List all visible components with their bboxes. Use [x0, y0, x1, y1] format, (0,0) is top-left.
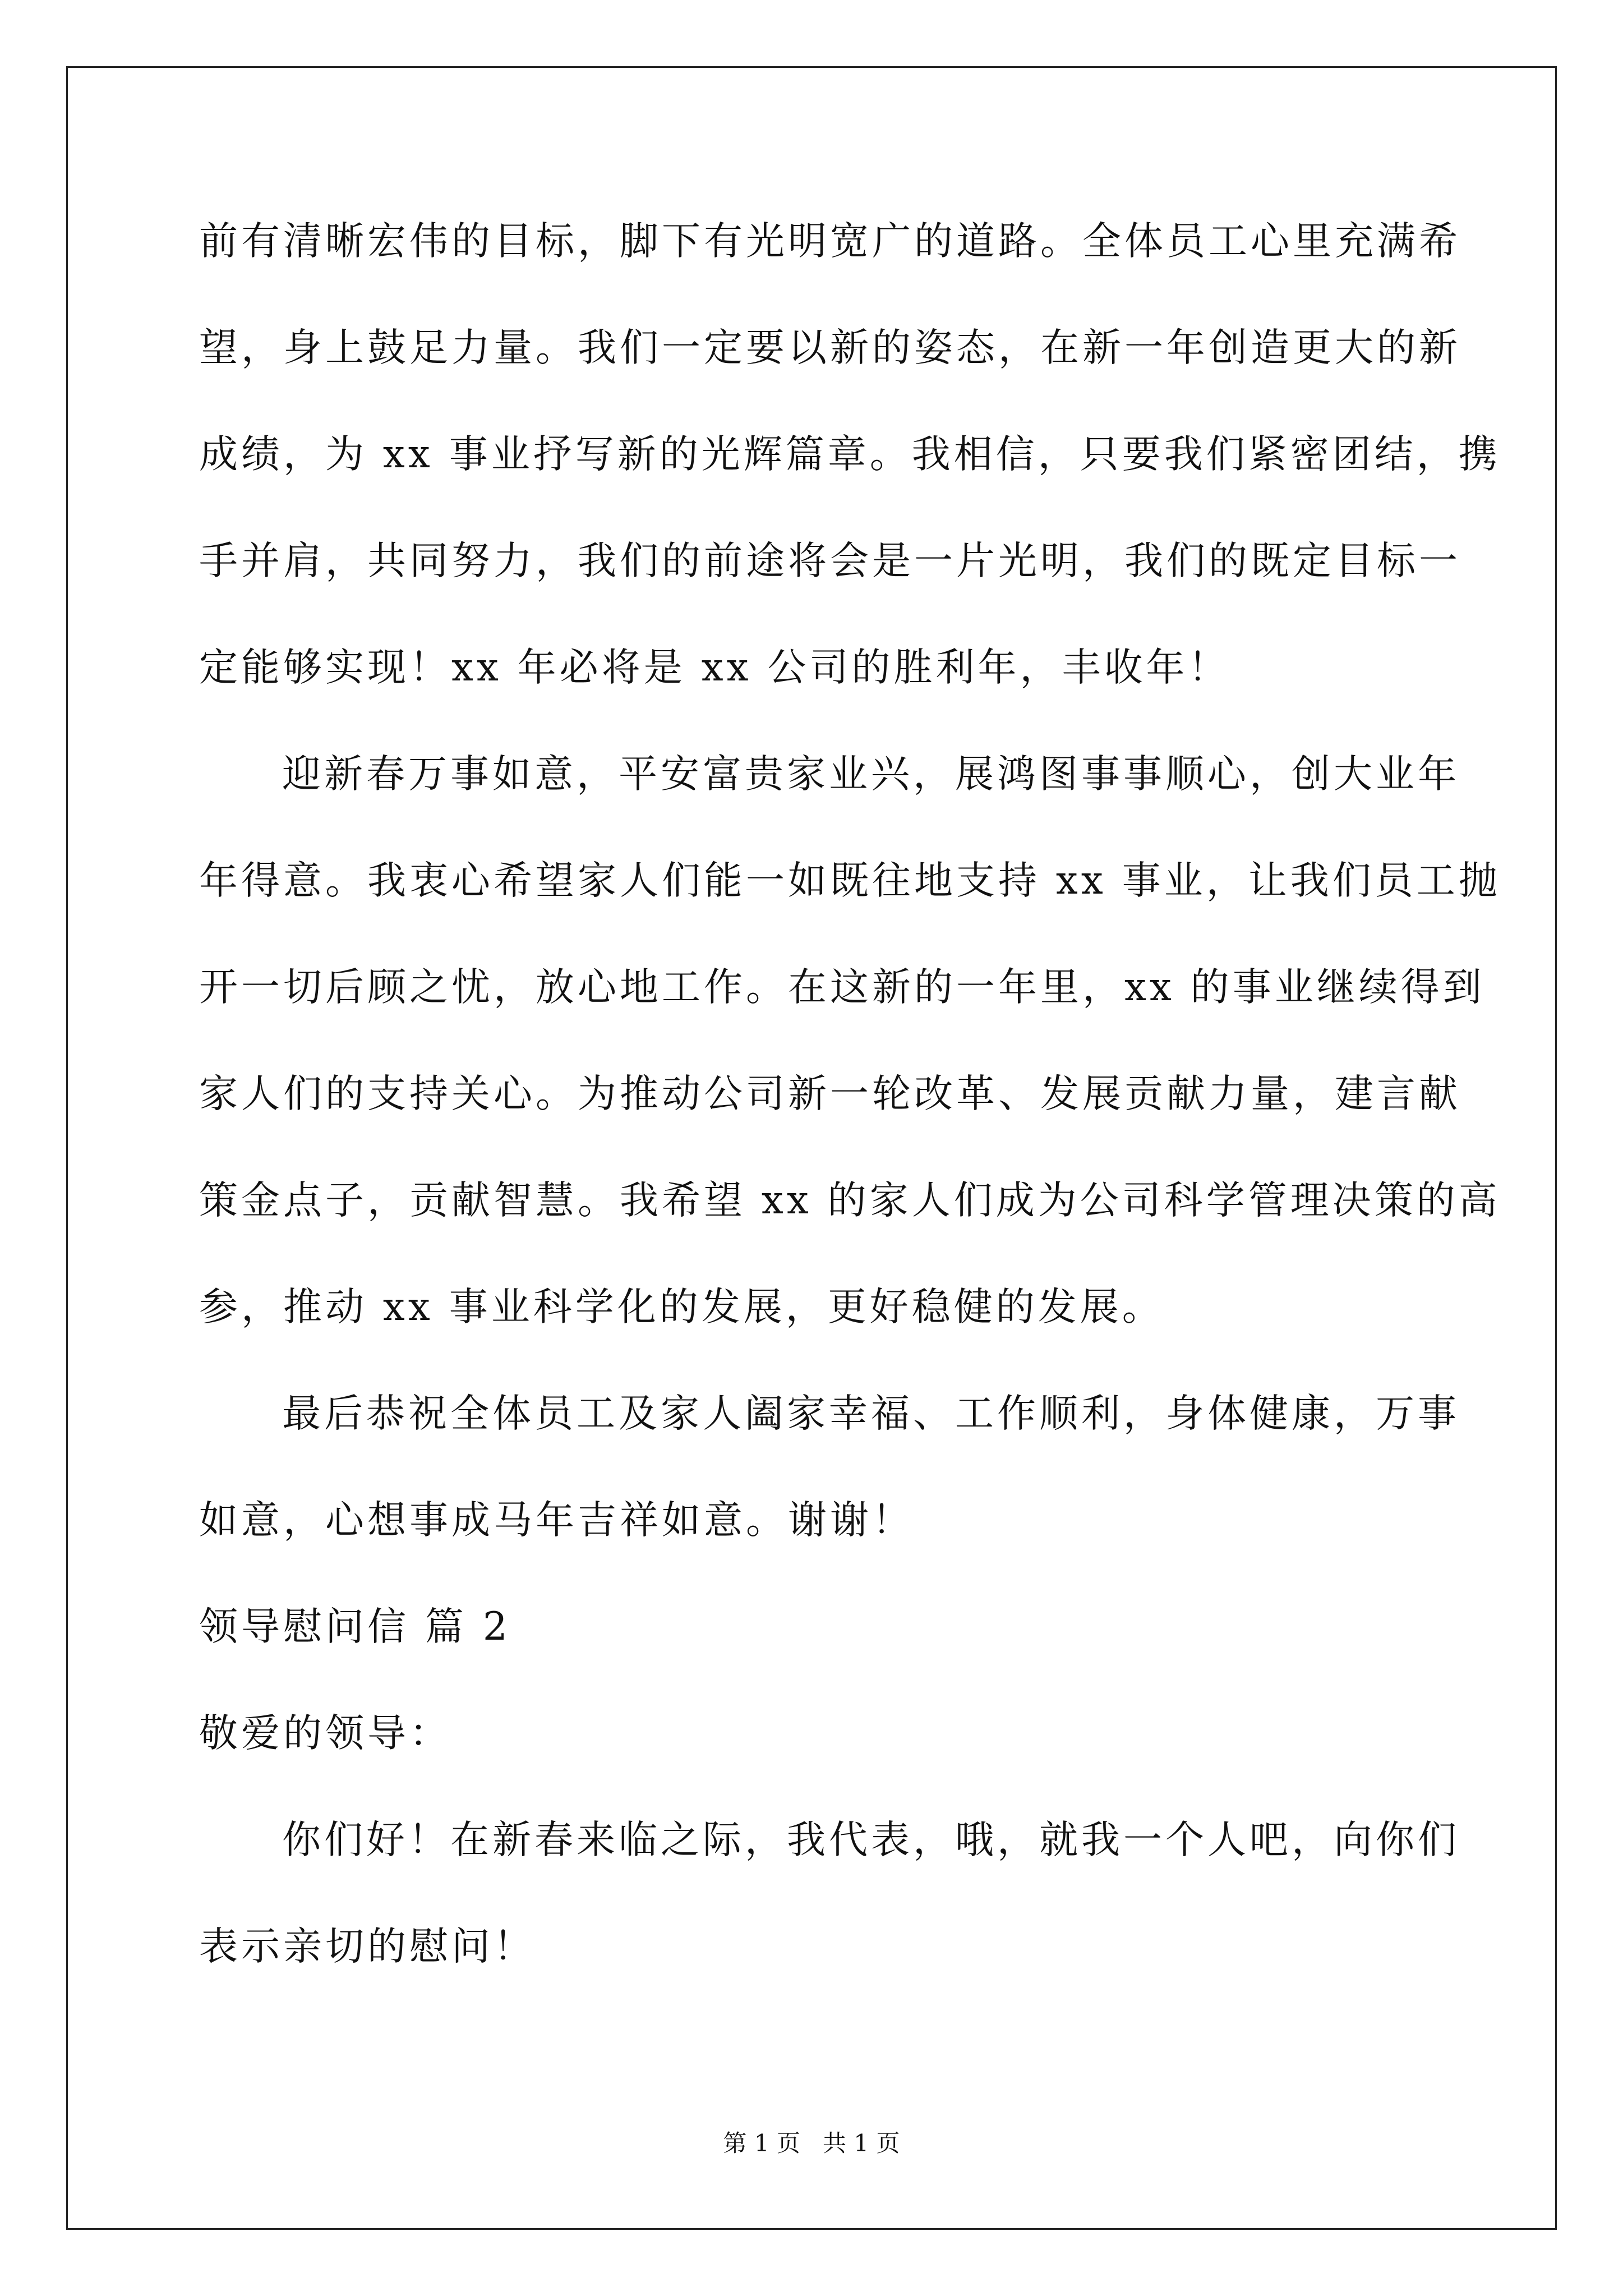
text-line: 表示亲切的慰问！: [199, 1924, 536, 1969]
section-heading: 领导慰问信 篇 2: [199, 1604, 511, 1649]
text-line: 年得意。我衷心希望家人们能一如既往地支持 xx 事业，让我们员工抛: [199, 858, 1501, 903]
text-line: 手并肩，共同努力，我们的前途将会是一片光明，我们的既定目标一: [199, 539, 1461, 583]
text-line: 参，推动 xx 事业科学化的发展，更好稳健的发展。: [199, 1285, 1164, 1329]
text-line: 策金点子，贡献智慧。我希望 xx 的家人们成为公司科学管理决策的高: [199, 1178, 1501, 1223]
text-line: 定能够实现！xx 年必将是 xx 公司的胜利年，丰收年！: [199, 645, 1230, 690]
page-border: [66, 66, 1557, 2230]
text-line: 如意，心想事成马年吉祥如意。谢谢！: [199, 1498, 914, 1543]
text-line: 迎新春万事如意，平安富贵家业兴，展鸿图事事顺心，创大业年: [282, 752, 1460, 797]
text-line: 成绩，为 xx 事业抒写新的光辉篇章。我相信，只要我们紧密团结，携: [199, 432, 1501, 477]
text-line: 望，身上鼓足力量。我们一定要以新的姿态，在新一年创造更大的新: [199, 325, 1461, 370]
text-line: 开一切后顾之忧，放心地工作。在这新的一年里，xx 的事业继续得到: [199, 965, 1485, 1010]
text-line: 前有清晰宏伟的目标，脚下有光明宽广的道路。全体员工心里充满希: [199, 219, 1461, 264]
text-line: 你们好！在新春来临之际，我代表，哦，就我一个人吧，向你们: [282, 1818, 1460, 1862]
text-line: 家人们的支持关心。为推动公司新一轮改革、发展贡献力量，建言献: [199, 1071, 1461, 1116]
salutation: 敬爱的领导：: [199, 1711, 451, 1756]
text-line: 最后恭祝全体员工及家人阖家幸福、工作顺利，身体健康，万事: [282, 1391, 1460, 1436]
page-footer: 第 1 页 共 1 页: [723, 2129, 900, 2157]
